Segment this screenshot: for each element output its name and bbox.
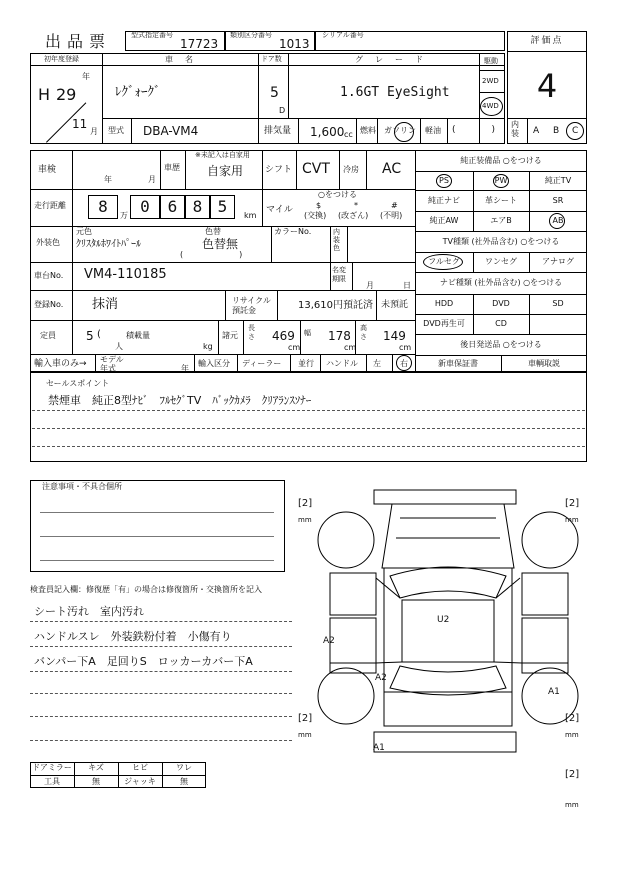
length-unit: cm xyxy=(288,343,301,352)
model-year-label: モデル年式 xyxy=(100,355,124,373)
equip-pw: PW xyxy=(494,176,508,185)
drive-4wd: 4WD xyxy=(482,102,499,110)
inspection-month-unit: 月 xyxy=(148,175,156,184)
sales-label: セールスポイント xyxy=(46,379,110,388)
door-front-right xyxy=(522,618,568,663)
height-label: 高さ xyxy=(360,324,367,341)
color-change-label: 色替 xyxy=(205,227,221,236)
registration-label: 登録No. xyxy=(34,300,64,309)
capacity-paren: ( xyxy=(97,329,101,340)
fender-right xyxy=(522,573,568,615)
interior-label: 内装 xyxy=(511,120,519,138)
chassis-value: VM4-110185 xyxy=(84,267,167,282)
interior-a: A xyxy=(533,126,540,136)
score-label: 評価点 xyxy=(530,36,564,46)
tread-spare-unit: mm xyxy=(565,801,579,809)
mark-note: ○をつける xyxy=(318,190,357,199)
sales-text: 禁煙車 純正8型ﾅﾋﾞ ﾌﾙｾｸﾞTV ﾊﾞｯｸｶﾒﾗ ｸﾘｱﾗﾝｽｿﾅｰ xyxy=(48,394,312,407)
unknown-label: (不明) xyxy=(380,211,403,220)
docs-manual: 車輌取説 xyxy=(528,359,560,368)
usage-note: ※未記入は自家用 xyxy=(195,151,250,159)
navi-sd: SD xyxy=(552,299,564,308)
handle-right: 右 xyxy=(400,359,408,368)
tamper-symbol: * xyxy=(354,201,358,210)
mileage-label: 走行距離 xyxy=(34,201,66,210)
tamper-label: (改ざん) xyxy=(338,211,369,220)
drive-2wd: 2WD xyxy=(482,77,499,85)
aircon-label: 冷房 xyxy=(343,165,359,174)
model-label: 型式 xyxy=(108,126,124,135)
form-title: 出品票 xyxy=(45,32,112,51)
parts-header-mirror: ドアミラー xyxy=(32,763,72,772)
parts-tools-value: 無 xyxy=(92,777,100,786)
chassis-label: 車台No. xyxy=(34,271,64,280)
dims-label: 諸元 xyxy=(222,331,238,340)
load-label: 積載量 xyxy=(126,331,150,340)
fuel-gasoline-circle xyxy=(394,122,414,142)
height-value: 149 xyxy=(383,329,406,343)
inspection-label: 車検 xyxy=(38,165,57,175)
first-reg-label: 初年度登録 xyxy=(44,55,79,63)
tread-front-left: [2] xyxy=(298,498,313,509)
tread-rear-left-unit: mm xyxy=(298,731,312,739)
tv-fullseg: フルセグ xyxy=(428,257,460,266)
interior-c: C xyxy=(572,126,579,136)
mileage-digit-5: 5 xyxy=(217,197,228,216)
doors-label: ドア数 xyxy=(261,55,282,63)
tire-rear-left xyxy=(318,668,374,724)
exterior-color-label: 外装色 xyxy=(36,238,60,247)
handle-left: 左 xyxy=(373,359,381,368)
tv-label: TV種類 (社外品含む) ○をつける xyxy=(442,237,560,246)
note-line-1: シート汚れ 室内汚れ xyxy=(34,605,144,618)
exchange-label: (交換) xyxy=(304,211,327,220)
door-type: D xyxy=(279,106,286,115)
car-name: ﾚｸﾞｫｰｸﾞ xyxy=(115,85,161,100)
rear-bumper xyxy=(374,732,516,752)
reg-year-unit: 年 xyxy=(82,72,90,81)
door-front-left xyxy=(330,618,376,663)
note-line-2: ハンドルスレ 外装鉄粉付着 小傷有り xyxy=(34,630,232,643)
mileage-km: km xyxy=(244,211,257,220)
tv-analog: アナログ xyxy=(542,257,574,266)
registration-value: 抹消 xyxy=(92,297,119,312)
trunk xyxy=(384,692,512,726)
import-type-label: 輸入区分 xyxy=(198,359,230,368)
notes-box xyxy=(30,480,285,572)
name-change-day: 日 xyxy=(403,281,411,290)
parts-header-scratch: キズ xyxy=(88,763,104,772)
sales-block xyxy=(30,372,587,462)
recycle-amount: 13,610円預託済 xyxy=(298,300,373,311)
length-label: 長さ xyxy=(248,324,255,341)
displacement-value: 1,600 xyxy=(310,125,345,139)
tread-front-left-unit: mm xyxy=(298,516,312,524)
model-year-unit: 年 xyxy=(181,364,189,373)
capacity-label: 定員 xyxy=(40,331,56,340)
tread-rear-right-unit: mm xyxy=(565,731,579,739)
grade-label: グ レ ー ド xyxy=(355,55,425,64)
name-change-month: 月 xyxy=(366,281,374,290)
original-color: ｸﾘｽﾀﾙﾎﾜｲﾄﾊﾟｰﾙ xyxy=(76,239,141,250)
inspector-label: 検査員記入欄：修復歴「有」の場合は修復箇所・交換箇所を記入 xyxy=(30,585,262,594)
import-label: 輸入車のみ→ xyxy=(34,359,87,369)
navi-dvd: DVD xyxy=(492,299,510,308)
docs-warranty: 新車保証書 xyxy=(438,359,478,368)
mark-a2-fender: A2 xyxy=(323,636,335,646)
mark-a1-wheel: A1 xyxy=(548,687,560,697)
shift-label: シフト xyxy=(265,165,293,175)
parallel-option: 並行 xyxy=(298,359,314,368)
navi-dvd-play: DVD再生可 xyxy=(423,319,465,328)
mileage-digit-4: 8 xyxy=(192,197,203,216)
hood xyxy=(382,504,514,568)
drive-label: 駆動 xyxy=(484,57,498,65)
width-unit: cm xyxy=(344,343,357,352)
fuel-light: 軽油 xyxy=(425,126,441,135)
windshield xyxy=(390,567,506,598)
inspection-year-unit: 年 xyxy=(104,175,112,184)
tread-rear-left: [2] xyxy=(298,713,313,724)
tread-front-right-unit: mm xyxy=(565,516,579,524)
reg-month-unit: 月 xyxy=(90,127,98,136)
mileage-digit-1: 8 xyxy=(98,197,108,216)
equip-oem-tv: 純正TV xyxy=(544,176,572,185)
door-rear-left xyxy=(330,663,376,673)
oem-label: 純正装備品 ○をつける xyxy=(460,156,542,165)
doors-value: 5 xyxy=(270,85,279,101)
tread-spare: [2] xyxy=(565,769,580,780)
model-value: DBA-VM4 xyxy=(143,124,199,138)
height-unit: cm xyxy=(399,343,412,352)
mark-a1-bumper: A1 xyxy=(373,743,385,753)
recycle-unpaid: 未預託 xyxy=(381,300,409,310)
fender-left xyxy=(330,573,376,615)
equip-leather: 革シート xyxy=(485,196,517,205)
navi-cd: CD xyxy=(495,319,507,328)
type-cert-value: 17723 xyxy=(180,37,219,51)
equip-ab: AB xyxy=(552,216,564,225)
reg-month: 11 xyxy=(72,117,88,131)
exchange-symbol: $ xyxy=(316,201,322,210)
tread-rear-right: [2] xyxy=(565,713,580,724)
type-cert-label: 型式指定番号 xyxy=(131,31,173,39)
handle-right-circle xyxy=(396,355,412,371)
drive-4wd-circle xyxy=(480,97,503,116)
grade-value: 1.6GT EyeSight xyxy=(340,85,450,100)
handle-label: ハンドル xyxy=(326,359,358,368)
category-value: 1013 xyxy=(279,37,310,51)
load-unit: kg xyxy=(203,342,213,351)
mile-label: マイル xyxy=(266,205,293,215)
docs-label: 後日発送品 ○をつける xyxy=(460,340,542,349)
era: H xyxy=(38,85,51,104)
width-value: 178 xyxy=(328,329,351,343)
interior-color-label: 内装色 xyxy=(333,228,340,252)
car-name-label: 車 名 xyxy=(165,55,195,64)
parts-header-crack: ヒビ xyxy=(132,763,148,772)
usage-value: 自家用 xyxy=(207,164,244,178)
parts-jack-value: 無 xyxy=(180,777,188,786)
usage-label: 車歴 xyxy=(164,163,180,172)
capacity-unit: 人 xyxy=(115,342,123,351)
equip-oem-aw: 純正AW xyxy=(429,216,459,225)
dealer-option: ディーラー xyxy=(242,359,282,368)
mileage-digit-2: 0 xyxy=(140,197,150,216)
parts-header-break: ワレ xyxy=(176,763,192,772)
score-value: 4 xyxy=(536,67,558,105)
capacity-value: 5 xyxy=(86,329,94,343)
category-label: 類別区分番号 xyxy=(230,31,272,39)
mark-u2: U2 xyxy=(437,615,450,625)
front-bumper xyxy=(374,490,516,504)
color-change-paren: ( ) xyxy=(180,250,243,259)
fuel-paren: ( ) xyxy=(452,125,496,135)
displacement-unit: cc xyxy=(344,130,353,139)
tire-front-left xyxy=(318,512,374,568)
notes-label: 注意事項・不具合個所 xyxy=(42,482,122,491)
roof xyxy=(402,600,494,662)
serial-label: シリアル番号 xyxy=(322,31,364,39)
aircon-value: AC xyxy=(382,161,402,177)
reg-year: 29 xyxy=(56,85,77,104)
equip-ps: PS xyxy=(439,176,449,185)
parts-tools: 工具 xyxy=(44,777,60,786)
original-color-label: 元色 xyxy=(76,227,92,236)
mileage-digit-3: 6 xyxy=(167,197,178,216)
mark-a2-rocker: A2 xyxy=(375,673,387,683)
tv-oneseg: ワンセグ xyxy=(485,257,517,266)
rear-window xyxy=(390,666,506,695)
equip-airbag: エアB xyxy=(490,216,512,225)
name-change-label: 名変期限 xyxy=(332,266,346,283)
interior-b: B xyxy=(553,126,560,136)
fuel-gasoline: ガソリン xyxy=(384,126,416,135)
parts-jack: ジャッキ xyxy=(124,777,156,786)
unknown-symbol: # xyxy=(391,201,398,210)
recycle-label: リサイクル預託金 xyxy=(232,296,271,315)
navi-hdd: HDD xyxy=(434,299,454,308)
interior-c-circle xyxy=(566,122,584,140)
note-line-3: バンパー下A 足回りS ロッカーカバー下A xyxy=(34,655,253,668)
navi-label: ナビ種類 (社外品含む) ○をつける xyxy=(439,278,563,287)
equip-oem-navi: 純正ナビ xyxy=(428,196,460,205)
fuel-label: 燃料 xyxy=(360,126,376,135)
tread-front-right: [2] xyxy=(565,498,580,509)
width-label: 幅 xyxy=(304,329,311,337)
shift-value: CVT xyxy=(302,161,330,177)
displacement-label: 排気量 xyxy=(264,126,292,136)
car-diagram xyxy=(300,478,600,778)
length-value: 469 xyxy=(272,329,295,343)
color-change: 色替無 xyxy=(202,237,239,251)
equip-sr: SR xyxy=(552,196,564,205)
color-no-label: カラーNo. xyxy=(274,227,312,236)
mileage-man: 万 xyxy=(120,211,128,220)
